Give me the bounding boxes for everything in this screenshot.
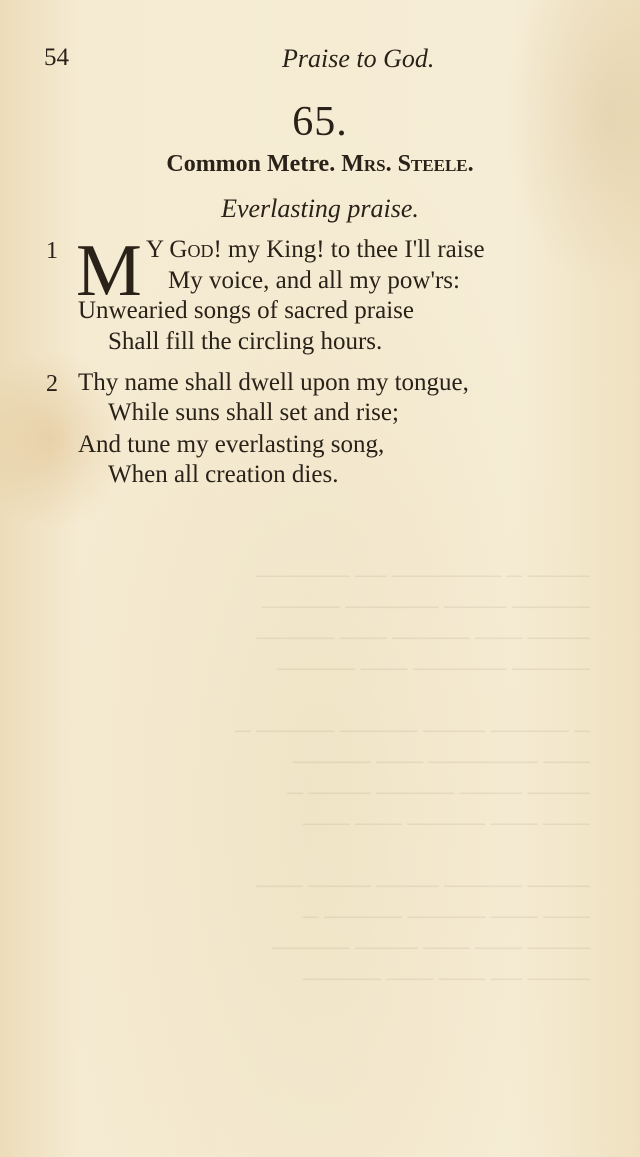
verse-line: My voice, and all my pow'rs: [168,267,460,294]
verse-number: 1 [46,238,58,264]
line-smallcaps: God [169,236,214,263]
drop-cap: M [76,230,142,312]
verse-line: When all creation dies. [108,461,339,488]
verse-line: Thy name shall dwell upon my tongue, [78,369,469,396]
verse-line: And tune my everlasting song, [78,431,385,458]
page-title: Praise to God. [282,44,435,73]
verse-number: 2 [46,371,58,397]
hymn-number: 65. [292,99,348,145]
meter-and-author [0,151,640,178]
author: Mrs. Steele. [341,151,474,177]
meter: Common Metre. [166,151,336,177]
show-through-texture: ──── ─ ─────── ── ────── ───── ──── ────── ───── ──── ─── ───── ─── ───── ───── ────── ─── ───── ─ ───── ──── ───── ───── ─ ─── ─────── ─── ───── ──── ──── ───── ──── ─ ─── ─── ───── ─── ─── ──── ───── ──── ──── ─── ─── ─── ───── ───── ─ ──── ─── ─── ──── ───── ──── ── ─── ─── ───── [235,563,590,991]
line-text: Y [146,236,170,263]
verse-line: While suns shall set and rise; [108,399,399,426]
verse-line: Shall fill the circling hours. [108,328,383,355]
running-head [44,44,640,76]
hymn-subtitle: Everlasting praise. [221,194,419,223]
verse-line [146,236,485,264]
line-text: ! my King! to thee I'll raise [213,236,485,263]
verse-line: Unwearied songs of sacred praise [78,297,414,324]
page-number: 54 [44,44,69,71]
